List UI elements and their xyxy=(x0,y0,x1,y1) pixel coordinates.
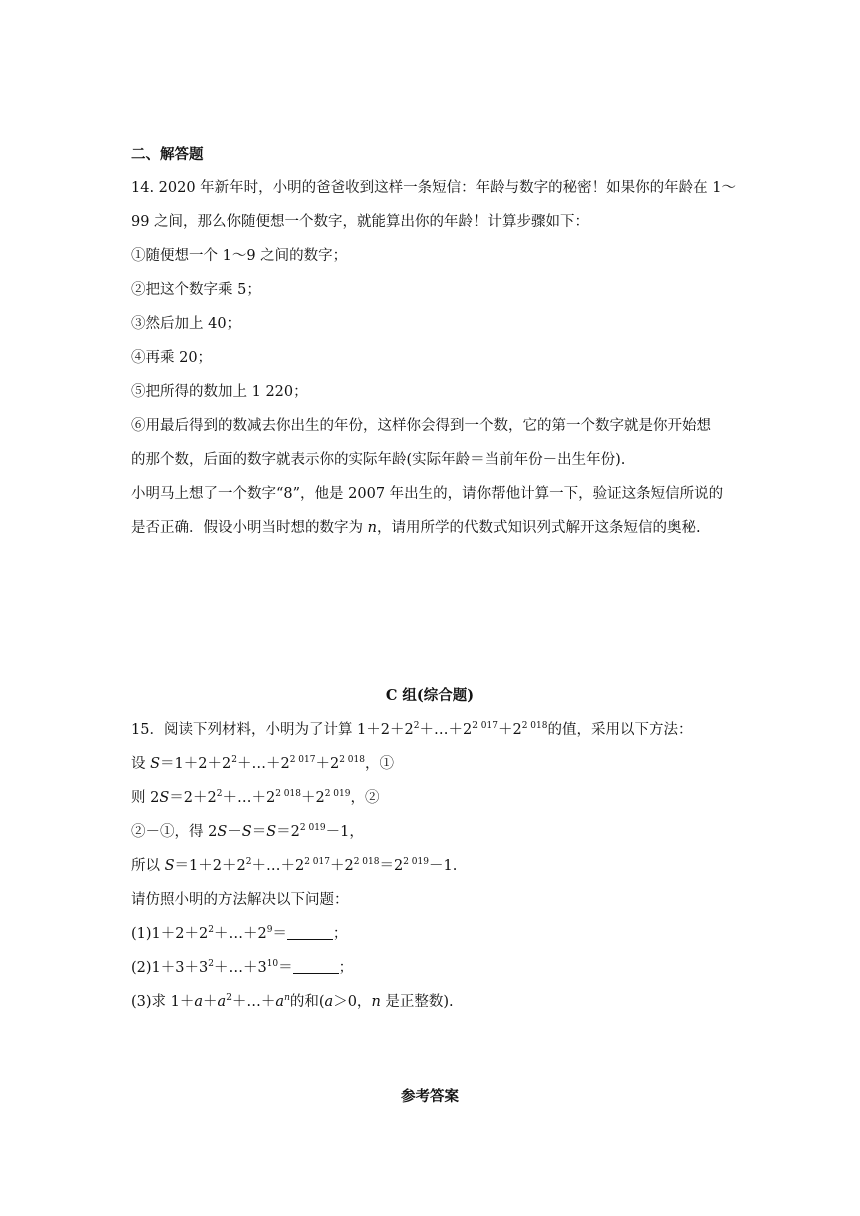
text: ＋…＋ xyxy=(231,994,276,1010)
text: ＝2 xyxy=(379,858,404,874)
text: 的和( xyxy=(289,994,325,1010)
exponent: 2 018 xyxy=(521,721,548,731)
problem14-step6: ⑥用最后得到的数减去你出生的年份，这样你会得到一个数，它的第一个数字就是你开始想 xyxy=(131,418,711,434)
exponent: 2 xyxy=(413,721,420,731)
var-a: a xyxy=(275,994,285,1010)
problem15-q1 xyxy=(131,924,347,944)
exponent: 2 xyxy=(216,789,223,799)
text: ＞0， xyxy=(333,994,372,1010)
text: ＋…＋2 xyxy=(222,790,276,806)
text: ＋…＋3 xyxy=(213,960,267,976)
text: 是否正确．假设小明当时想的数字为 xyxy=(131,520,368,536)
text: ＝2＋2 xyxy=(169,790,217,806)
text: ＋…＋2 xyxy=(419,722,473,738)
exponent: 2 xyxy=(231,755,237,765)
problem14-step5: ⑤把所得的数加上 1 220； xyxy=(131,384,308,400)
text: 则 2 xyxy=(131,790,160,806)
problem15-instruction: 请仿照小明的方法解决以下问题： xyxy=(131,892,349,908)
text: ＝ xyxy=(272,926,287,942)
var-S: S xyxy=(150,756,161,772)
text: ＝ xyxy=(251,824,267,840)
exponent: 2 xyxy=(208,959,214,969)
problem15-step3 xyxy=(131,822,364,842)
text: ； xyxy=(332,926,348,942)
answer-blank[interactable] xyxy=(287,926,333,940)
text: － xyxy=(227,824,242,840)
exponent: 2 019 xyxy=(324,789,351,799)
problem15-q3 xyxy=(131,992,454,1012)
section-title: 二、解答题 xyxy=(131,146,204,163)
text: (1)1＋2＋2 xyxy=(131,926,209,942)
text: ＝1＋2＋2 xyxy=(160,756,232,772)
exponent: 2 018 xyxy=(339,755,365,765)
exponent: 2 017 xyxy=(472,721,498,731)
text: ，请用所学的代数式知识列式解开这条短信的奥秘. xyxy=(376,520,701,536)
var-n: n xyxy=(367,520,377,536)
var-S: S xyxy=(241,824,252,840)
text: ＋2 xyxy=(497,722,522,738)
var-S: S xyxy=(159,790,170,806)
exponent: 2 xyxy=(226,993,232,1003)
problem14-step1: ①随便想一个 1～9 之间的数字； xyxy=(131,248,348,264)
text: －1. xyxy=(428,858,458,874)
exponent: 2 019 xyxy=(299,823,326,833)
text: (3)求 1＋ xyxy=(131,994,195,1010)
exponent: 2 019 xyxy=(403,857,429,867)
text: (2)1＋3＋3 xyxy=(131,960,209,976)
group-c-title: C 组(综合题) xyxy=(385,687,475,704)
problem14-step3: ③然后加上 40； xyxy=(131,316,242,332)
exponent: 2 xyxy=(208,925,214,935)
text: ，① xyxy=(364,756,394,772)
text: ②－①，得 2 xyxy=(131,824,218,840)
problem14-step4: ④再乘 20； xyxy=(131,350,213,366)
answer-title: 参考答案 xyxy=(401,1088,459,1105)
problem14-step6-cont: 的那个数，后面的数字就表示你的实际年龄(实际年龄＝当前年份－出生年份). xyxy=(131,452,626,468)
problem14-question-line1: 小明马上想了一个数字“8”，他是 2007 年出生的，请你帮他计算一下，验证这条短信所说的 xyxy=(131,486,724,502)
exponent: 9 xyxy=(266,925,273,935)
text: ＋2 xyxy=(329,858,354,874)
text: ＝2 xyxy=(276,824,300,840)
problem15-intro xyxy=(131,720,692,740)
text: ＋…＋2 xyxy=(213,926,267,942)
problem14-line1: 14. 2020 年新年时，小明的爸爸收到这样一条短信：年龄与数字的秘密！如果你的年龄在 1～ xyxy=(131,180,737,196)
text: ＋ xyxy=(203,994,218,1010)
answer-blank[interactable] xyxy=(293,960,339,974)
text: ＝1＋2＋2 xyxy=(174,858,246,874)
problem15-q2 xyxy=(131,958,353,978)
exponent: 2 018 xyxy=(275,789,301,799)
problem14-line2: 99 之间，那么你随便想一个数字，就能算出你的年龄！计算步骤如下： xyxy=(131,214,590,230)
text: 设 xyxy=(131,756,151,772)
text: ＋2 xyxy=(300,790,325,806)
problem15-step4 xyxy=(131,856,457,876)
problem14-question-line2 xyxy=(131,518,701,538)
exponent: 2 017 xyxy=(304,857,330,867)
text: 所以 xyxy=(131,858,165,874)
exponent: 2 018 xyxy=(353,857,380,867)
var-S: S xyxy=(266,824,277,840)
text: －1， xyxy=(325,824,364,840)
text: ＋2 xyxy=(315,756,340,772)
var-a: a xyxy=(217,994,227,1010)
exponent: 10 xyxy=(266,959,279,969)
text: 15．阅读下列材料，小明为了计算 1＋2＋2 xyxy=(131,722,414,738)
text: ＋…＋2 xyxy=(251,858,305,874)
text: 的值，采用以下方法： xyxy=(547,722,693,738)
var-a: a xyxy=(324,994,334,1010)
exponent: n xyxy=(284,993,290,1003)
problem14-step2: ②把这个数字乘 5； xyxy=(131,282,261,298)
problem15-step2 xyxy=(131,788,379,808)
text: ； xyxy=(338,960,354,976)
var-a: a xyxy=(194,994,204,1010)
text: 是正整数). xyxy=(380,994,454,1010)
var-S: S xyxy=(217,824,228,840)
text: ＝ xyxy=(278,960,293,976)
var-n: n xyxy=(371,994,381,1010)
text: ，② xyxy=(350,790,380,806)
text: ＋…＋2 xyxy=(236,756,290,772)
exponent: 2 017 xyxy=(289,755,316,765)
problem15-step1 xyxy=(131,754,394,774)
var-S: S xyxy=(164,858,175,874)
exponent: 2 xyxy=(245,857,252,867)
